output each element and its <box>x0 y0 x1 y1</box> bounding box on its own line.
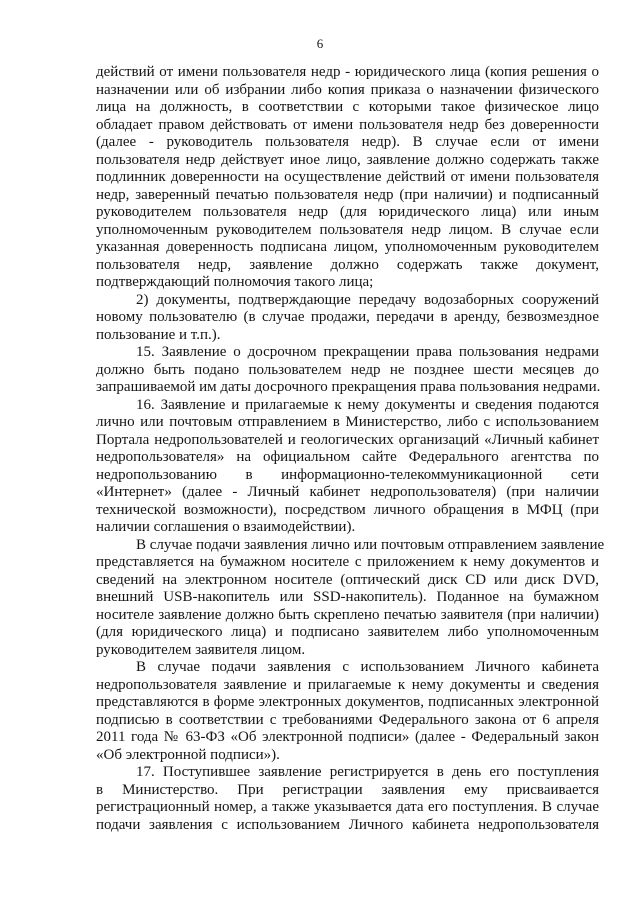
text-line: действий от имени пользователя недр - юридического лица (копия решения о <box>96 64 599 80</box>
text-line: подачи заявления с использованием Личного кабинета недропользователя <box>96 816 599 833</box>
text-line: Портала недропользователей и геологических организаций «Личный кабинет <box>96 431 599 448</box>
text-line: (для юридического лица) и подписано заявителем либо уполномоченным <box>96 624 599 640</box>
text-line: подтверждающий полномочия такого лица; <box>96 274 374 290</box>
text-line: сведений на электронном носителе (оптический диск CD или диск DVD, <box>96 571 599 588</box>
text-line: новому пользователю (в случае продажи, передачи в аренду, безвозмездное <box>96 309 599 325</box>
text-line: представляется на бумажном носителе с приложением к нему документов и <box>96 554 599 570</box>
text-line: наличии соглашения о взаимодействии). <box>96 519 356 535</box>
text-line: назначении или об избрании либо копия приказа о назначении физического <box>96 81 599 98</box>
text-line: внешний USB-накопитель или SSD-накопитель). Поданное на бумажном <box>96 589 599 605</box>
text-line: технической возможности), посредством личного обращения в МФЦ (при <box>96 501 599 518</box>
text-line: 15. Заявление о досрочном прекращении права пользования недрами <box>136 344 599 360</box>
text-line: В случае подачи заявления с использованием Личного кабинета <box>136 659 599 675</box>
text-line: руководителем заявителя лицом. <box>96 641 306 658</box>
text-line: пользователя недр, заявление должно содержать также документ, <box>96 256 599 273</box>
text-line: (далее - руководитель пользователя недр). В случае если от имени <box>96 134 599 150</box>
text-line: лица на должность, в соответствии с которыми такое физическое лицо <box>96 99 599 115</box>
text-line: представляются в форме электронных документов, подписанных электронной <box>96 694 599 710</box>
text-line: 2) документы, подтверждающие передачу водозаборных сооружений <box>136 291 599 308</box>
text-line: 2011 года № 63-ФЗ «Об электронной подписи» (далее - Федеральный закон <box>96 729 599 745</box>
text-line: недропользователя» на официальном сайте Федерального агентства по <box>96 449 599 465</box>
text-line: должно быть подано пользователем недр не позднее шести месяцев до <box>96 361 599 378</box>
text-line: подписью в соответствии с требованиями Федерального закона от 6 апреля <box>96 711 599 728</box>
page-number: 6 <box>316 36 324 51</box>
body-text <box>96 64 605 834</box>
text-line: недропользованию в информационно-телекоммуникационной сети <box>96 466 599 483</box>
text-line: уполномоченным руководителем пользователя недр лицом. В случае если <box>96 221 599 238</box>
text-line: В случае подачи заявления лично или почтовым отправлением заявление <box>136 536 605 553</box>
text-line: недр, заверенный печатью пользователя недр (при наличии) и подписанный <box>96 186 599 203</box>
text-line: пользователя недр действует иное лицо, заявление должно содержать также <box>96 151 599 168</box>
text-line: руководителем пользователя недр (для юридического лица) или иным <box>96 204 599 220</box>
text-line: «Об электронной подписи»). <box>96 746 280 763</box>
text-line: в Министерство. При регистрации заявления ему присваивается <box>96 781 599 798</box>
text-line: пользование и т.п.). <box>96 326 221 343</box>
text-line: «Интернет» (далее - Личный кабинет недропользователя) (при наличии <box>96 484 599 500</box>
text-line: недропользователя заявление и прилагаемые к нему документы и сведения <box>96 676 599 693</box>
text-line: лично или почтовым отправлением в Министерство, либо с использованием <box>96 414 599 430</box>
text-line: указанная доверенность подписана лицом, уполномоченным руководителем <box>96 239 599 255</box>
text-line: 16. Заявление и прилагаемые к нему документы и сведения подаются <box>136 396 599 413</box>
text-line: носителе заявление должно быть скреплено печатью заявителя (при наличии) <box>96 606 599 623</box>
text-line: подлинник доверенности на осуществление действий от имени пользователя <box>96 169 599 185</box>
text-line: 17. Поступившее заявление регистрируется в день его поступления <box>136 764 599 780</box>
text-line: запрашиваемой им даты досрочного прекращения права пользования недрами. <box>96 379 601 395</box>
text-line: обладает правом действовать от имени пользователя недр без доверенности <box>96 116 599 133</box>
text-line: регистрационный номер, а также указывается дата его поступления. В случае <box>96 799 599 815</box>
